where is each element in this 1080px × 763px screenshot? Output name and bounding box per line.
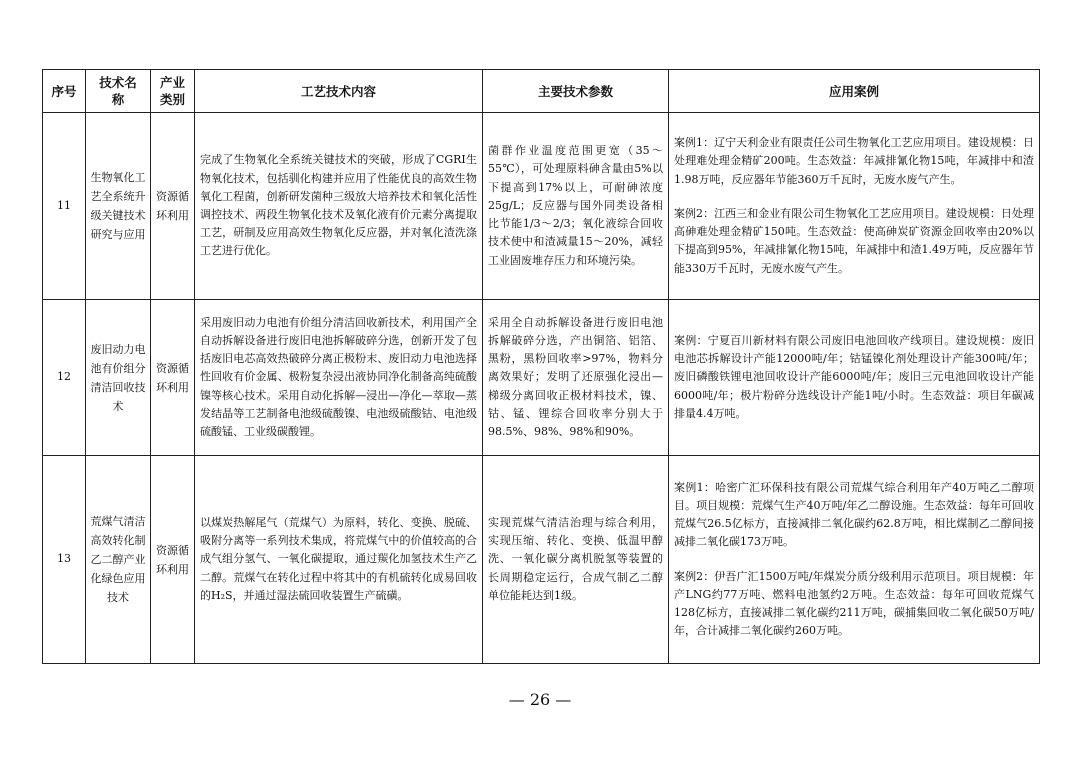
case-text: 案例1：辽宁天利金业有限责任公司生物氧化工艺应用项目。建设规模：日处理难处理金精矿200吨。生态效益：年减排氰化物15吨，年减排中和渣1.98万吨，反应器年节能360万千瓦时，无废水废气产生。 — [674, 136, 1034, 186]
page-number: — 26 — — [508, 690, 572, 709]
case-text: 案例1：哈密广汇环保科技有限公司荒煤气综合利用年产40万吨乙二醇项目。项目规模：荒煤气生产40万吨/年乙二醇设施。生态效益：每年可回收荒煤气26.5亿标方，直接减排二氧化碳约62.8万吨，相比煤制乙二醇间接减排二氧化碳173万吨。 — [674, 480, 1034, 549]
table-row — [43, 113, 1040, 300]
tech-name: 生物氧化工艺全系统升级关键技术研究与应用 — [86, 113, 151, 300]
case-text: 案例：宁夏百川新材料有限公司废旧电池回收产线项目。建设规模：废旧电池芯拆解设计产能12000吨/年；钴锰镍化剂处理设计产能300吨/年；废旧磷酸铁锂电池回收设计产能6000吨/年；废旧三元电池回收设计产能6000吨/年；极片粉碎分选线设计产能1吨/小时。生态效益：项目年碳减排量4.4万吨。 — [674, 333, 1034, 420]
tech-params: 菌群作业温度范围更宽（35～55℃），可处理原料砷含量由5%以下提高到17%以上，可耐砷浓度25g/L；反应器与国外同类设备相比节能1/3～2/3；氧化液综合回收技术使中和渣减量15～20%，减轻工业固废堆存压力和环境污染。 — [483, 113, 669, 300]
table-row — [43, 300, 1040, 456]
industry-category: 资源循环利用 — [151, 113, 195, 300]
industry-category: 资源循环利用 — [151, 300, 195, 456]
technology-table — [42, 69, 1040, 664]
header-industry: 产业类别 — [151, 70, 195, 113]
header-process: 工艺技术内容 — [195, 70, 483, 113]
process-content: 完成了生物氧化全系统关键技术的突破，形成了CGRI生物氧化技术，包括驯化构建并应用了性能优良的高效生物氧化工程菌，创新研发菌种三级放大培养技术和氧化活性调控技术、两段生物氧化技术及氧化液有价元素分离提取工艺，研制及应用高效生物氧化反应器，并对氧化渣洗涤工艺进行优化。 — [195, 113, 483, 300]
application-cases — [669, 113, 1040, 300]
application-cases — [669, 456, 1040, 664]
tech-params: 采用全自动拆解设备进行废旧电池拆解破碎分选，产出铜箔、铝箔、黑粉，黑粉回收率>97%，物料分离效果好；发明了还原强化浸出—梯级分离回收正极材料技术，镍、钴、锰、锂综合回收率分别大于98.5%、98%、98%和90%。 — [483, 300, 669, 456]
row-number: 13 — [43, 456, 86, 664]
process-content: 以煤炭热解尾气（荒煤气）为原料，转化、变换、脱硫、吸附分离等一系列技术集成，将荒煤气中的价值较高的合成气组分氢气、一氧化碳提取，通过羰化加氢技术生产乙二醇。荒煤气在转化过程中将其中的有机硫转化成易回收的H₂S，并通过湿法硫回收装置生产硫磺。 — [195, 456, 483, 664]
table-row — [43, 456, 1040, 664]
header-params: 主要技术参数 — [483, 70, 669, 113]
header-cases: 应用案例 — [669, 70, 1040, 113]
tech-params: 实现荒煤气清洁治理与综合利用，实现压缩、转化、变换、低温甲醇洗、一氧化碳分离机脱氢等装置的长周期稳定运行，合成气制乙二醇单位能耗达到1级。 — [483, 456, 669, 664]
industry-category: 资源循环利用 — [151, 456, 195, 664]
table-header-row — [43, 70, 1040, 113]
header-no: 序号 — [43, 70, 86, 113]
case-text: 案例2：江西三和金业有限公司生物氧化工艺应用项目。建设规模：日处理高砷难处理金精矿150吨。生态效益：使高砷炭矿资源金回收率由20%以下提高到95%，年减排氰化物15吨，年减排中和渣1.49万吨，反应器年节能330万千瓦时，无废水废气产生。 — [674, 206, 1034, 275]
row-number: 12 — [43, 300, 86, 456]
row-number: 11 — [43, 113, 86, 300]
tech-name: 废旧动力电池有价组分清洁回收技术 — [86, 300, 151, 456]
application-cases — [669, 300, 1040, 456]
tech-name: 荒煤气清洁高效转化制乙二醇产业化绿色应用技术 — [86, 456, 151, 664]
case-text: 案例2：伊吾广汇1500万吨/年煤炭分质分级利用示范项目。项目规模：年产LNG约77万吨、燃料电池氢约2万吨。生态效益：每年可回收荒煤气128亿标方，直接减排二氧化碳约211万吨，碳捕集回收二氧化碳50万吨/年，合计减排二氧化碳约260万吨。 — [674, 569, 1034, 638]
process-content: 采用废旧动力电池有价组分清洁回收新技术，利用国产全自动拆解设备进行废旧电池拆解破碎分选，创新开发了包括废旧电芯高效热破碎分离正极粉末、废旧动力电池选择性回收有价金属、极粉复杂浸出液协同净化制备高纯硫酸镍等核心技术。采用自动化拆解—浸出—净化—萃取—蒸发结晶等工艺制备电池级硫酸镍、电池级硫酸钴、电池级硫酸锰、工业级碳酸锂。 — [195, 300, 483, 456]
header-name: 技术名称 — [86, 70, 151, 113]
